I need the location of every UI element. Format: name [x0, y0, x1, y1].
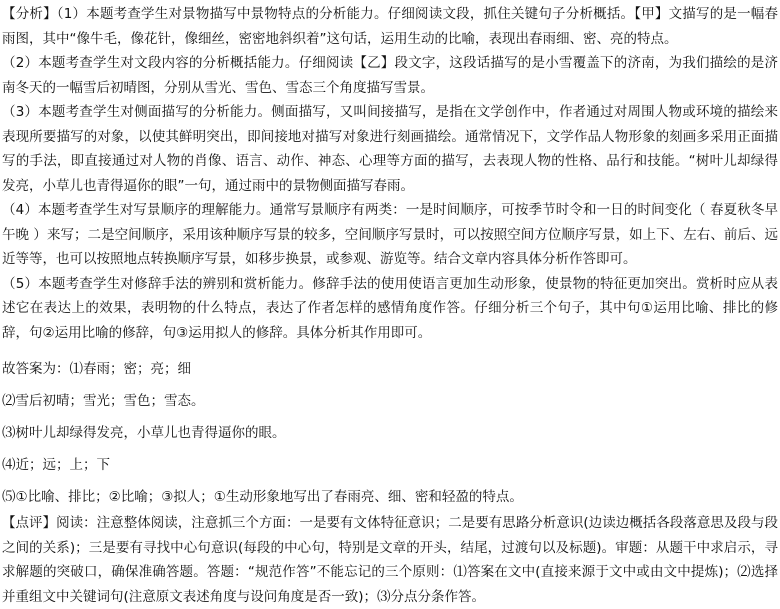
analysis-paragraph-2: （2）本题考查学生对文段内容的分析概括能力。仔细阅读【乙】段文字，这段话描写的是小雪覆盖下的济南，为我们描绘的是济南冬天的一幅雪后初晴图，分别从雪光、雪色、雪态三个角度描写雪景。 — [2, 55, 778, 96]
answer-line-4: ⑷近；远；上；下 — [2, 457, 110, 473]
analysis-paragraph-5: （5）本题考查学生对修辞手法的辨别和赏析能力。修辞手法的使用使语言更加生动形象，使景物的特征更加突出。赏析时应从表述它在表达上的效果，表明物的什么特点，表达了作者怎样的感情角度作答。仔细分析三个句子，其中句①运用比喻、排比的修辞，句②运用比喻的修辞，句③运用拟人的修辞。具体分析其作用即可。 — [2, 275, 778, 341]
solution-document — [2, 2, 778, 609]
comment-paragraph: 【点评】阅读：注意整体阅读，注意抓三个方面：一是要有文体特征意识；二是要有思路分析意识(边读边概括各段落意思及段与段之间的关系)；三是要有寻找中心句意识(每段的中心句，特别是文章的开头，结尾，过渡句以及标题)。审题：从题干中求启示，寻求解题的突破口，确保准确答题。答题：“规范作答”不能忘记的三个原则：⑴答案在文中(直接来源于文中或由文中提炼)；⑵选择并重组文中关键词句(注意原文表述角度与设问角度是否一致)；⑶分点分条作答。 — [2, 515, 778, 605]
answer-line-5: ⑸①比喻、排比；②比喻；③拟人；①生动形象地写出了春雨亮、细、密和轻盈的特点。 — [2, 489, 523, 505]
answer-line-1: 故答案为：⑴春雨；密；亮；细 — [2, 361, 191, 377]
analysis-paragraph-1: 【分析】（1）本题考查学生对景物描写中景物特点的分析能力。仔细阅读文段，抓住关键句子分析概括。【甲】文描写的是一幅春雨图，其中“像牛毛，像花针，像细丝，密密地斜织着”这句话，运用生动的比喻，表现出春雨细、密、亮的特点。 — [2, 6, 778, 47]
answer-line-2: ⑵雪后初晴；雪光；雪色；雪态。 — [2, 393, 205, 409]
analysis-paragraph-4: （4）本题考查学生对写景顺序的理解能力。通常写景顺序有两类：一是时间顺序，可按季节时令和一日的时间变化（ 春夏秋冬早午晚 ）来写；二是空间顺序，采用该种顺序写景的较多，空间顺序写景时，可以按照空间方位顺序写景，如上下、左右、前后、远近等等，也可以按照地点转换顺序写景，如移步换景，或参观、游览等。结合文章内容具体分析作答即可。 — [2, 202, 778, 267]
answer-line-3: ⑶树叶儿却绿得发亮，小草儿也青得逼你的眼。 — [2, 425, 286, 441]
analysis-paragraph-3: （3）本题考查学生对侧面描写的分析能力。侧面描写，又叫间接描写，是指在文学创作中，作者通过对周围人物或环境的描绘来表现所要描写的对象，以使其鲜明突出，即间接地对描写对象进行刻画描绘。通常情况下，文学作品人物形象的刻画多采用正面描写的手法，即直接通过对人物的肖像、语言、动作、神态、心理等方面的描写，去表现人物的性格、品行和技能。“树叶儿却绿得发亮，小草儿也青得逼你的眼”一句，通过雨中的景物侧面描写春雨。 — [2, 104, 778, 194]
spacer — [2, 345, 778, 357]
